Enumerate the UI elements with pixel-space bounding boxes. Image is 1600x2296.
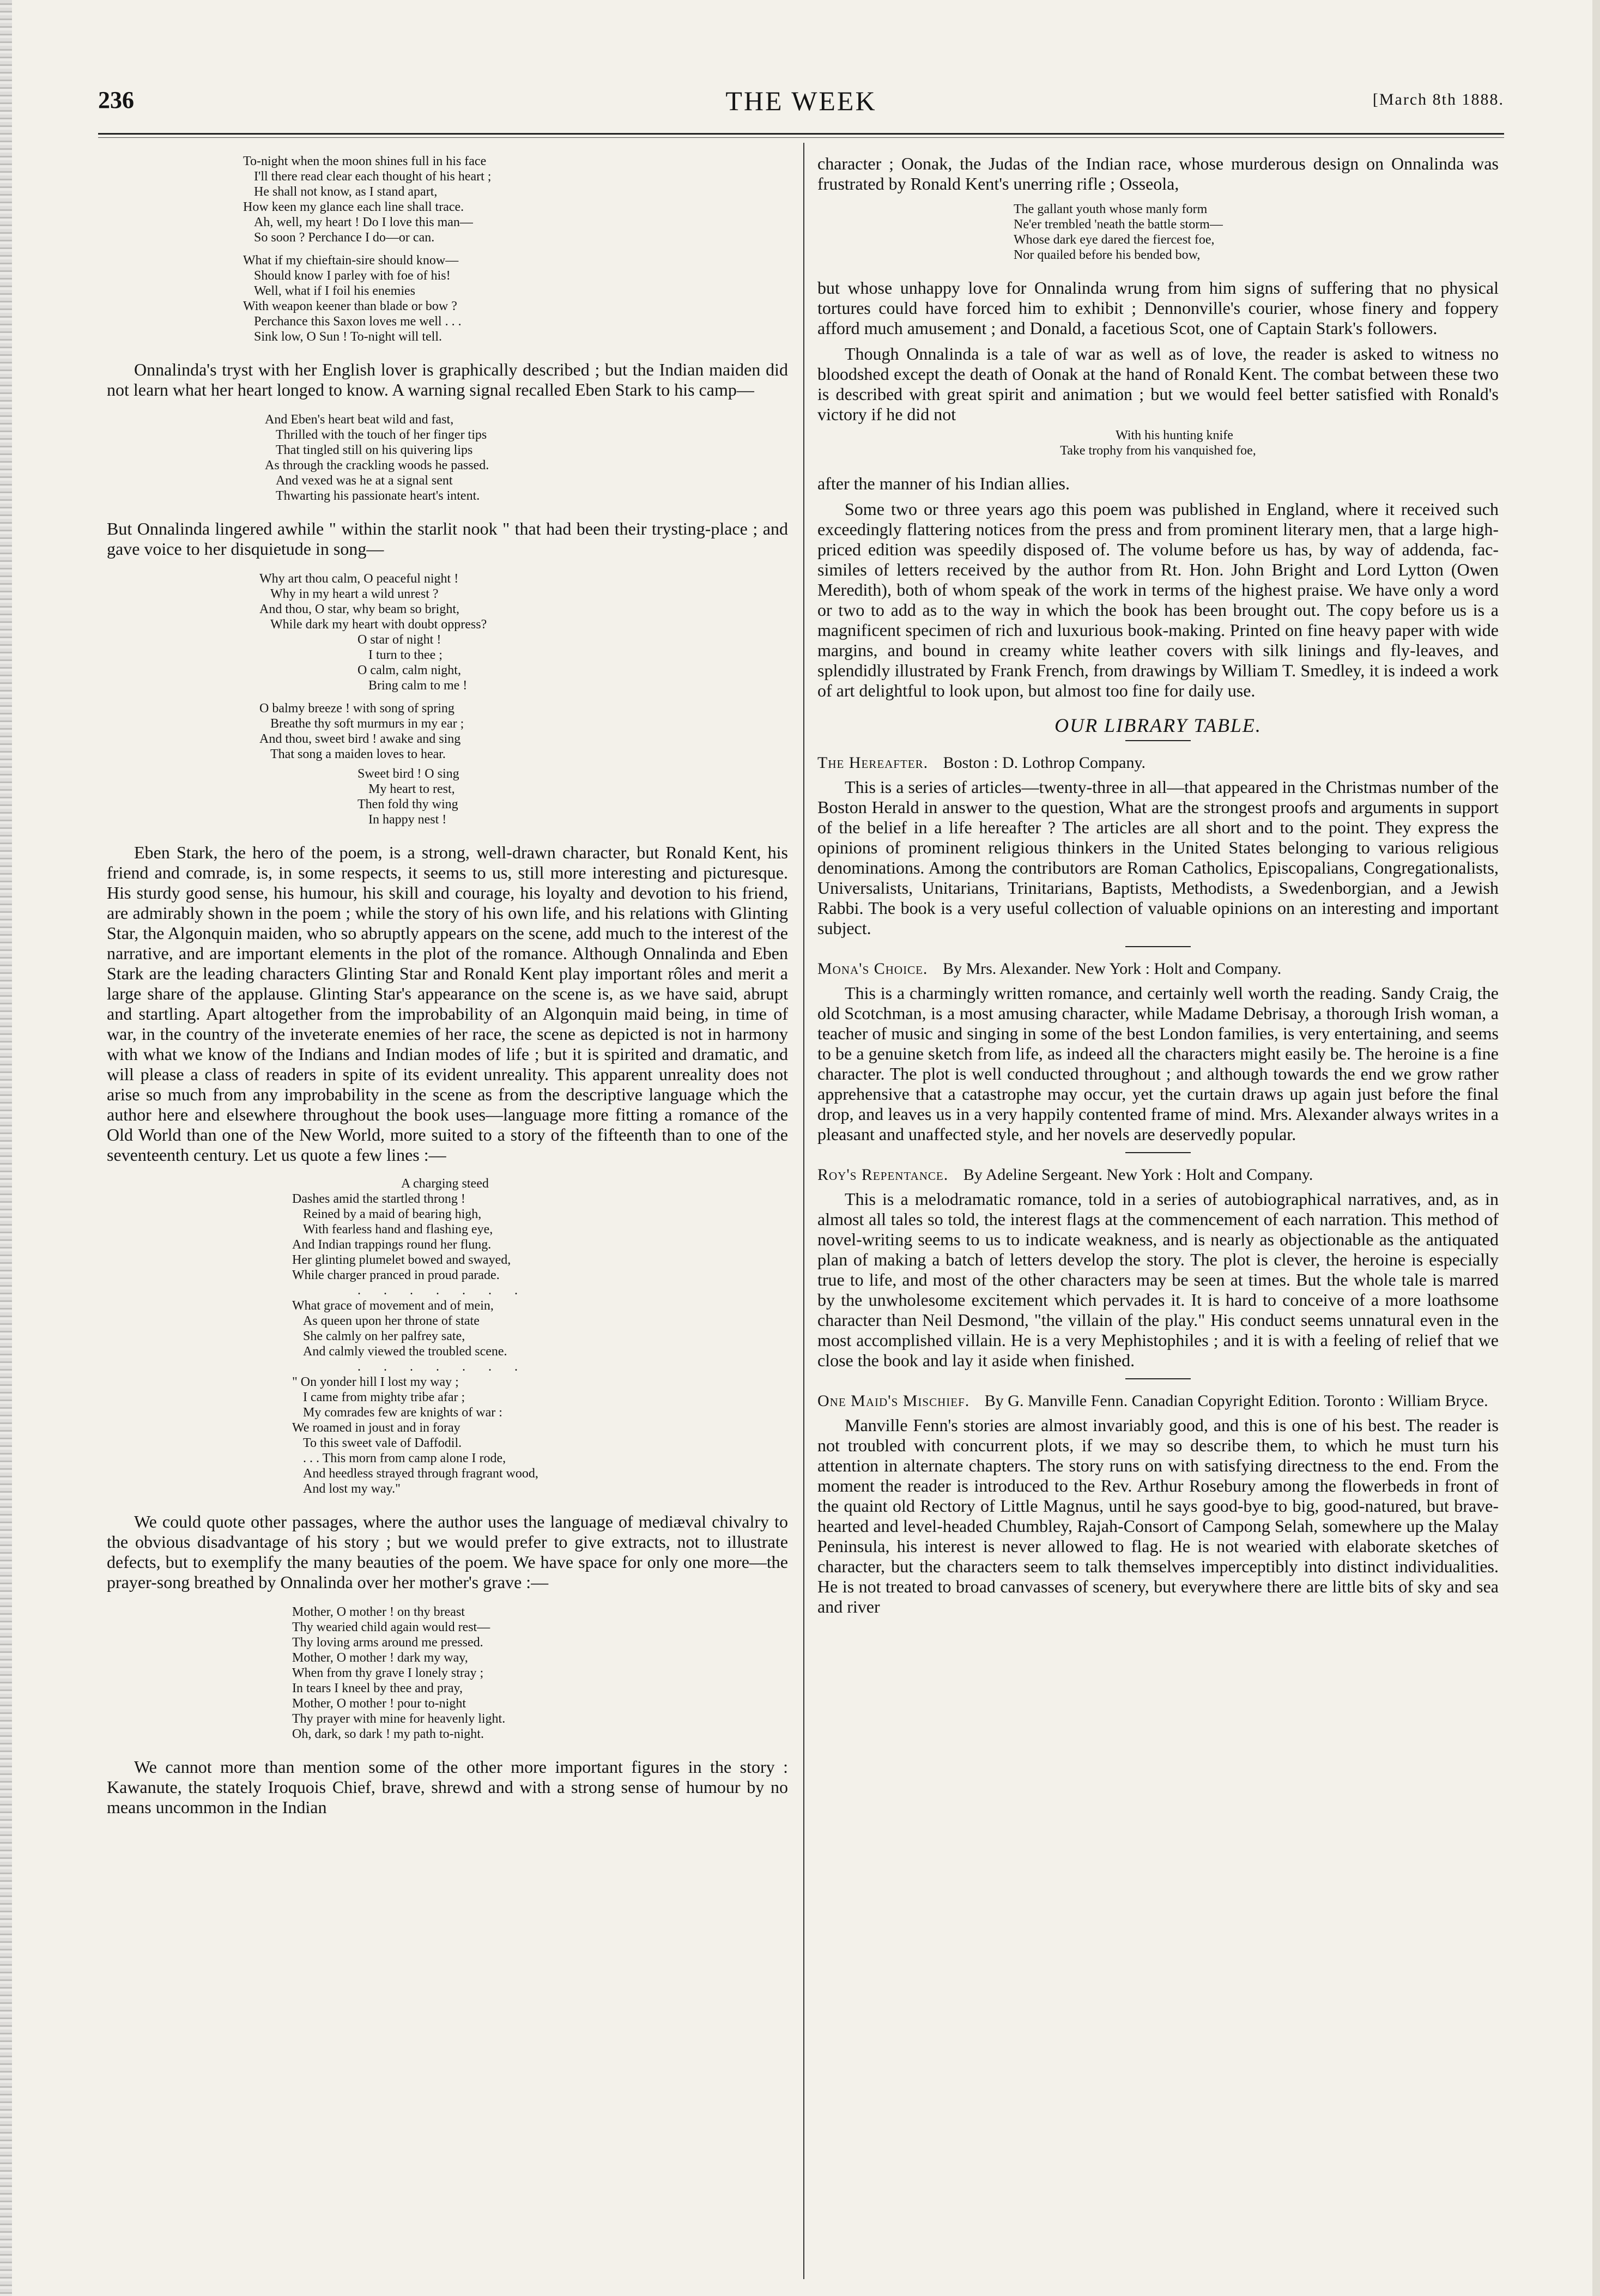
poem-line: Nor quailed before his bended bow, (1014, 248, 1201, 262)
poem-line: O calm, calm night, (357, 663, 461, 677)
poem-stanza (817, 428, 1499, 458)
review-title: Roy's Repentance. (817, 1166, 949, 1184)
poem-line: Mother, O mother ! dark my way, (292, 1651, 468, 1665)
paragraph: but whose unhappy love for Onnalinda wrung from him signs of suffering that no physical tortures could have forced him to exhibit ; Dennonville's courier, whose finery and foppery afford much amusement ; and Donald, a facetious Scot, one of Captain Stark's followers. (817, 278, 1499, 338)
poem-line: Then fold thy wing (357, 797, 458, 811)
poem-line: He shall not know, as I stand apart, (254, 185, 438, 199)
page-header (98, 86, 1504, 135)
poem-line: O star of night ! (357, 633, 441, 647)
poem-line: Mother, O mother ! on thy breast (292, 1605, 465, 1619)
poem-line: What grace of movement and of mein, (292, 1299, 494, 1313)
short-rule (1125, 740, 1191, 741)
poem-line: In tears I kneel by thee and pray, (292, 1681, 463, 1695)
poem-line: My heart to rest, (368, 782, 455, 796)
poem-line: A charging steed (401, 1177, 489, 1191)
poem-line: When from thy grave I lonely stray ; (292, 1666, 484, 1680)
short-rule (1125, 1378, 1191, 1379)
ellipsis-row: . . . . . . . (357, 1360, 528, 1374)
poem-line: We roamed in joust and in foray (292, 1421, 460, 1435)
poem-line: And thou, sweet bird ! awake and sing (259, 732, 461, 746)
poem-line: Why art thou calm, O peaceful night ! (259, 572, 459, 586)
poem-line: As through the crackling woods he passed. (265, 458, 489, 472)
poem-line: Take trophy from his vanquished foe, (1060, 444, 1256, 458)
poem-line: And thou, O star, why beam so bright, (259, 602, 459, 616)
poem-line: The gallant youth whose manly form (1014, 202, 1208, 216)
poem-line: And Indian trappings round her flung. (292, 1238, 492, 1252)
poem-line: Sweet bird ! O sing (357, 767, 459, 781)
poem-line: And Eben's heart beat wild and fast, (265, 413, 454, 427)
paragraph: But Onnalinda lingered awhile " within the starlit nook " that had been their trysting-place ; and gave voice to her disquietude in song— (107, 519, 788, 559)
poem-stanza (107, 571, 788, 827)
poem-line: Well, what if I foil his enemies (254, 284, 415, 298)
review-title: One Maid's Mischief. (817, 1392, 970, 1410)
review-publisher: By G. Manville Fenn. Canadian Copyright Edition. Toronto : William Bryce. (984, 1392, 1488, 1410)
review-publisher: By Adeline Sergeant. New York : Holt and Company. (963, 1166, 1313, 1184)
poem-line: How keen my glance each line shall trace. (243, 200, 464, 214)
poem-line: That song a maiden loves to hear. (270, 747, 446, 761)
paragraph: We could quote other passages, where the author uses the language of mediæval chivalry to the obvious disadvantage of his story ; but we would prefer to give extracts, not to illustrate defects, but to exemplify the many beauties of the poem. We have space for only one more—the prayer-song breathed by Onnalinda over her mother's grave :— (107, 1512, 788, 1592)
poem-line: And lost my way." (303, 1482, 401, 1496)
poem-line: Perchance this Saxon loves me well . . . (254, 314, 462, 329)
poem-line: Bring calm to me ! (368, 678, 468, 693)
poem-stanza (107, 412, 788, 504)
review-text: This is a charmingly written romance, and certainly well worth the reading. Sandy Craig, the old Scotchman, is a most amusing character, while Madame Debrisay, a thorough Irish woman, a teacher of music and singing in some of the best London families, is very entertaining, and seems to be a genuine sketch from life, as indeed all the characters might easily be. The heroine is a fine character. The plot is well conducted throughout ; and although towards the end we grow rather apprehensive that a catastrophe may occur, yet the curtain draws up again just before the final drop, and leaves us in a very happily contented frame of mind. Mrs. Alexander always writes in a pleasant and unaffected style, and her novels are deservedly popular. (817, 983, 1499, 1144)
poem-line: While charger pranced in proud parade. (292, 1268, 500, 1282)
paragraph: Onnalinda's tryst with her English lover is graphically described ; but the Indian maiden did not learn what her heart longed to know. A warning signal recalled Eben Stark to his camp— (107, 360, 788, 399)
review-heading (817, 1391, 1499, 1411)
section-title: OUR LIBRARY TABLE. (1054, 714, 1262, 736)
poem-line: Mother, O mother ! pour to-night (292, 1697, 466, 1711)
review-text: This is a melodramatic romance, told in a series of autobiographical narratives, and, as in almost all tales so told, the interest flags at the commencement of each narration. This method of novel-writing seems to us to indicate weakness, and is nearly as objectionable as the antiquated plan of making a batch of letters develop the story. The plot is clever, the heroine is especially true to life, and most of the other characters may be seen at times. But the whole tale is marred by the unwholesome excitement which pervades it. It is hard to conceive of a more loathsome character than Neil Desmond, "the villain of the play." His conduct seems unnatural even in the most accomplished villain. He is a very Mephistophiles ; and it is with a feeling of relief that we close the book and lay it aside when finished. (817, 1189, 1499, 1370)
poem-line: That tingled still on his quivering lips (276, 443, 473, 457)
scan-right-edge (1592, 0, 1600, 2296)
paragraph: Some two or three years ago this poem was published in England, where it received such exceedingly flattering notices from the press and from prominent literary men, that a large high-priced edition was speedily disposed of. The volume before us has, by way of addenda, fac-similes of letters received by the author from Rt. Hon. John Bright and Lord Lytton (Owen Meredith), both of whom speak of the work in terms of the highest praise. We have only a word or two to add as to the way in which the book has been brought out. The copy before us is a magnificent specimen of rich and luxurious book-making. Printed on fine heavy paper with wide margins, and bound in creamy white leather covers with silk linings and fly-leaves, and splendidly illustrated by Frank French, from drawings by William T. Smedley, it is indeed a work of art delightful to look upon, but almost too fine for daily use. (817, 499, 1499, 700)
poem-line: While dark my heart with doubt oppress? (270, 617, 487, 632)
review-publisher: By Mrs. Alexander. New York : Holt and Company. (942, 960, 1282, 978)
poem-line: Ne'er trembled 'neath the battle storm— (1014, 217, 1223, 232)
short-rule (1125, 946, 1191, 947)
poem-line: Breathe thy soft murmurs in my ear ; (270, 717, 464, 731)
poem-line: Thy prayer with mine for heavenly light. (292, 1712, 506, 1726)
poem-line: Why in my heart a wild unrest ? (270, 587, 439, 601)
poem-line: What if my chieftain-sire should know— (243, 253, 459, 268)
review-text: Manville Fenn's stories are almost invariably good, and this is one of his best. The reader is not troubled with concurrent plots, if we may so describe them, to which he must turn his attention in alternate chapters. The story runs on with satisfying directness to the end. From the moment the reader is introduced to the Rev. Arthur Rosebury among the flowerbeds in front of the quaint old Rectory of Little Magnus, until he says good-bye to big, good-natured, but brave-hearted and level-headed Chumbley, Rajah-Consort of Campong Selah, somewhere up the Malay Peninsula, his interest is never allowed to flag. He is not wearied with elaborate sketches of character, but the characters seem to talk themselves imperceptibly into distinct individualities. He is not treated to broad canvasses of scenery, but everywhere there are little bits of sky and sea and river (817, 1415, 1499, 1616)
poem-line: I came from mighty tribe afar ; (303, 1390, 465, 1404)
paragraph: character ; Oonak, the Judas of the Indian race, whose murderous design on Onnalinda was frustrated by Ronald Kent's unerring rifle ; Osseola, (817, 154, 1499, 193)
poem-line: With fearless hand and flashing eye, (303, 1222, 493, 1237)
paragraph: Eben Stark, the hero of the poem, is a strong, well-drawn character, but Ronald Kent, his friend and comrade, is, in some respects, it seems to us, still more interesting and picturesque. His sturdy good sense, his humour, his skill and courage, his loyalty and devotion to his friend, are admirably shown in the poem ; while the story of his own life, and his relations with Glinting Star, the Algonquin maiden, who so abruptly appears on the scene, add much to the interest of the narrative, and are important elements in the plot of the romance. Although Onnalinda and Eben Stark are the leading characters Glinting Star and Ronald Kent play important rôles and merit a large share of the applause. Glinting Star's appearance on the scene is, as we have said, abrupt and startling. Apart altogether from the improbability of an Algonquin maid being, in time of war, in the country of the inveterate enemies of her race, the scene as depicted is not in harmony with what we know of the Indians and Indian modes of life ; but it is spirited and dramatic, and will please a class of readers in spite of its evident unreality. This apparent unreality does not arise so much from any improbability in the scene as from the descriptive language which the author here and elsewhere throughout the book uses—language more fitting a romance of the Old World than one of the New World, more suited to a story of the fifteenth than to one of the seventeenth century. Let us quote a few lines :— (107, 843, 788, 1165)
poem-line: And vexed was he at a signal sent (276, 474, 453, 488)
scan-binding-edge (0, 0, 12, 2296)
poem-line: And calmly viewed the troubled scene. (303, 1344, 507, 1359)
poem-line: Thrilled with the touch of her finger tips (276, 428, 487, 442)
poem-line: In happy nest ! (368, 813, 447, 827)
masthead-title: THE WEEK (725, 86, 877, 116)
poem-line: O balmy breeze ! with song of spring (259, 701, 454, 716)
paragraph: We cannot more than mention some of the other more important figures in the story : Kawanute, the stately Iroquois Chief, brave, shrewd and with a strong sense of humour by no means uncommon in the Indian (107, 1757, 788, 1817)
poem-stanza (107, 154, 788, 344)
poem-line: . . . This morn from camp alone I rode, (303, 1451, 506, 1465)
poem-line: As queen upon her throne of state (303, 1314, 480, 1328)
poem-stanza (107, 1176, 788, 1497)
poem-stanza (817, 202, 1499, 263)
review-title: The Hereafter. (817, 754, 929, 772)
poem-line: Thy loving arms around me pressed. (292, 1635, 483, 1650)
poem-line: Dashes amid the startled throng ! (292, 1192, 465, 1206)
poem-line: Thy wearied child again would rest— (292, 1620, 490, 1634)
poem-line: Ah, well, my heart ! Do I love this man— (254, 215, 473, 229)
poem-line: " On yonder hill I lost my way ; (292, 1375, 459, 1389)
page-number: 236 (98, 87, 134, 113)
poem-line: With his hunting knife (1116, 428, 1233, 443)
poem-line: With weapon keener than blade or bow ? (243, 299, 457, 313)
poem-line: Oh, dark, so dark ! my path to-night. (292, 1727, 484, 1741)
paragraph: Though Onnalinda is a tale of war as well as of love, the reader is asked to witness no bloodshed except the death of Oonak at the hand of Ronald Kent. The combat between these two is described with great spirit and animation ; but we would feel better satisfied with Ronald's victory if he did not (817, 344, 1499, 424)
poem-line: Should know I parley with foe of his! (254, 269, 451, 283)
short-rule (1125, 1152, 1191, 1153)
poem-line: She calmly on her palfrey sate, (303, 1329, 465, 1343)
left-column (107, 154, 788, 1823)
poem-line: Reined by a maid of bearing high, (303, 1207, 482, 1221)
paragraph: after the manner of his Indian allies. (817, 474, 1070, 493)
poem-line: My comrades few are knights of war : (303, 1406, 502, 1420)
poem-line: I turn to thee ; (368, 648, 443, 662)
right-column (817, 154, 1499, 1622)
poem-line: I'll there read clear each thought of his heart ; (254, 169, 492, 184)
poem-line: And heedless strayed through fragrant wood, (303, 1467, 538, 1481)
poem-stanza (107, 1604, 788, 1742)
header-rule (98, 133, 1504, 135)
column-divider (803, 143, 804, 2279)
review-publisher: Boston : D. Lothrop Company. (943, 754, 1146, 772)
review-title: Mona's Choice. (817, 960, 928, 978)
poem-line: Sink low, O Sun ! To-night will tell. (254, 330, 442, 344)
issue-date: [March 8th 1888. (1372, 90, 1504, 108)
review-heading (817, 753, 1499, 773)
poem-line: To this sweet vale of Daffodil. (303, 1436, 462, 1450)
ellipsis-row: . . . . . . . (357, 1283, 528, 1298)
header-rule-thin (98, 137, 1504, 138)
poem-line: To-night when the moon shines full in his face (243, 154, 487, 168)
review-text: This is a series of articles—twenty-three in all—that appeared in the Christmas number of the Boston Herald in answer to the question, What are the strongest proofs and arguments in support of the belief in a life hereafter ? The articles are all short and to the point. They express the opinions of prominent religious thinkers in the United States belonging to various religious denominations. Among the contributors are Roman Catholics, Episcopalians, Congregationalists, Universalists, Unitarians, Trinitarians, Baptists, Methodists, a Swedenborgian, and a Jewish Rabbi. The book is a very useful collection of valuable opinions on an interesting and important subject. (817, 777, 1499, 938)
poem-line: Her glinting plumelet bowed and swayed, (292, 1253, 511, 1267)
review-heading (817, 1165, 1499, 1185)
review-heading (817, 959, 1499, 979)
poem-line: So soon ? Perchance I do—or can. (254, 231, 435, 245)
poem-line: Whose dark eye dared the fiercest foe, (1014, 233, 1215, 247)
poem-line: Thwarting his passionate heart's intent. (276, 489, 480, 503)
